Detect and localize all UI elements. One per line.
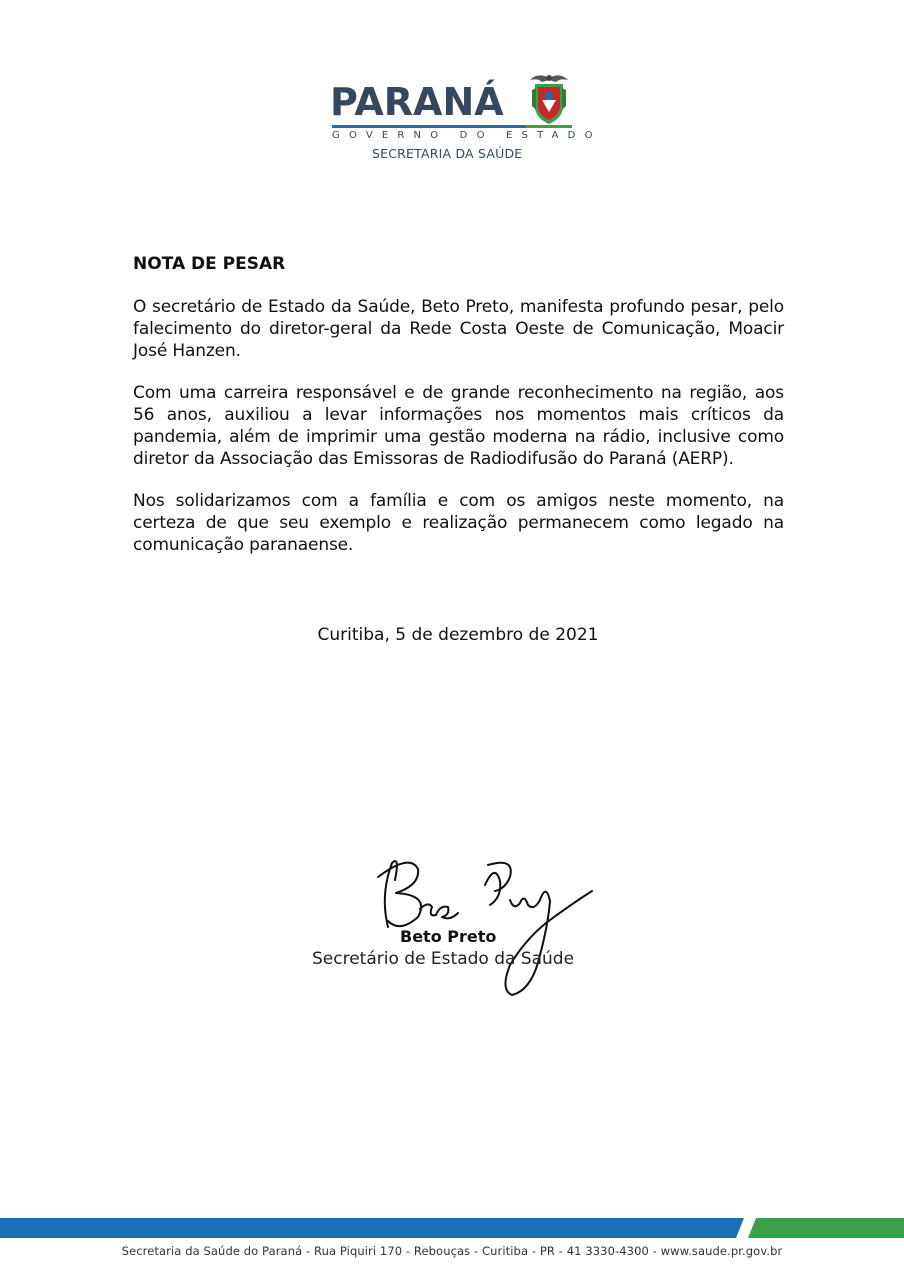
logo-divider-blue [332,125,526,128]
paragraph-1: O secretário de Estado da Saúde, Beto Preto, manifesta profundo pesar, pelo falecimento do diretor-geral da Rede Costa Oeste de Comunicação, Moacir José Hanzen. [133,297,784,361]
place-date: Curitiba, 5 de dezembro de 2021 [317,625,599,645]
logo-divider-green [526,125,572,128]
signatory-role: Secretário de Estado da Saúde [312,949,575,969]
paragraph-3: Nos solidarizamos com a família e com os amigos neste momento, na certeza de que seu exemplo e realização permanecem como legado na comunicação paranaense. [133,491,784,555]
logo-subtitle: GOVERNO DO ESTADO [332,130,602,141]
signatory-name: Beto Preto [400,927,497,946]
footer-contact: Secretaria da Saúde do Paraná - Rua Piquiri 170 - Rebouças - Curitiba - PR - 41 3330-4300 - www.saude.pr.gov.br [121,1244,783,1258]
note-title: NOTA DE PESAR [133,254,286,274]
parana-logo [330,66,602,166]
note-body [133,252,784,576]
department-name: SECRETARIA DA SAÚDE [372,146,523,161]
letterhead [0,0,904,200]
coat-of-arms-icon [526,70,572,126]
paragraph-2: Com uma carreira responsável e de grande reconhecimento na região, aos 56 anos, auxiliou a levar informações nos momentos mais críticos da pandemia, além de imprimir uma gestão moderna na rádio, inclusive como diretor da Associação das Emissoras de Radiodifusão do Paraná (AERP). [133,383,784,469]
logo-wordmark: PARANÁ [330,80,504,124]
footer-color-bar [0,1218,904,1238]
signature-block [300,845,620,1015]
